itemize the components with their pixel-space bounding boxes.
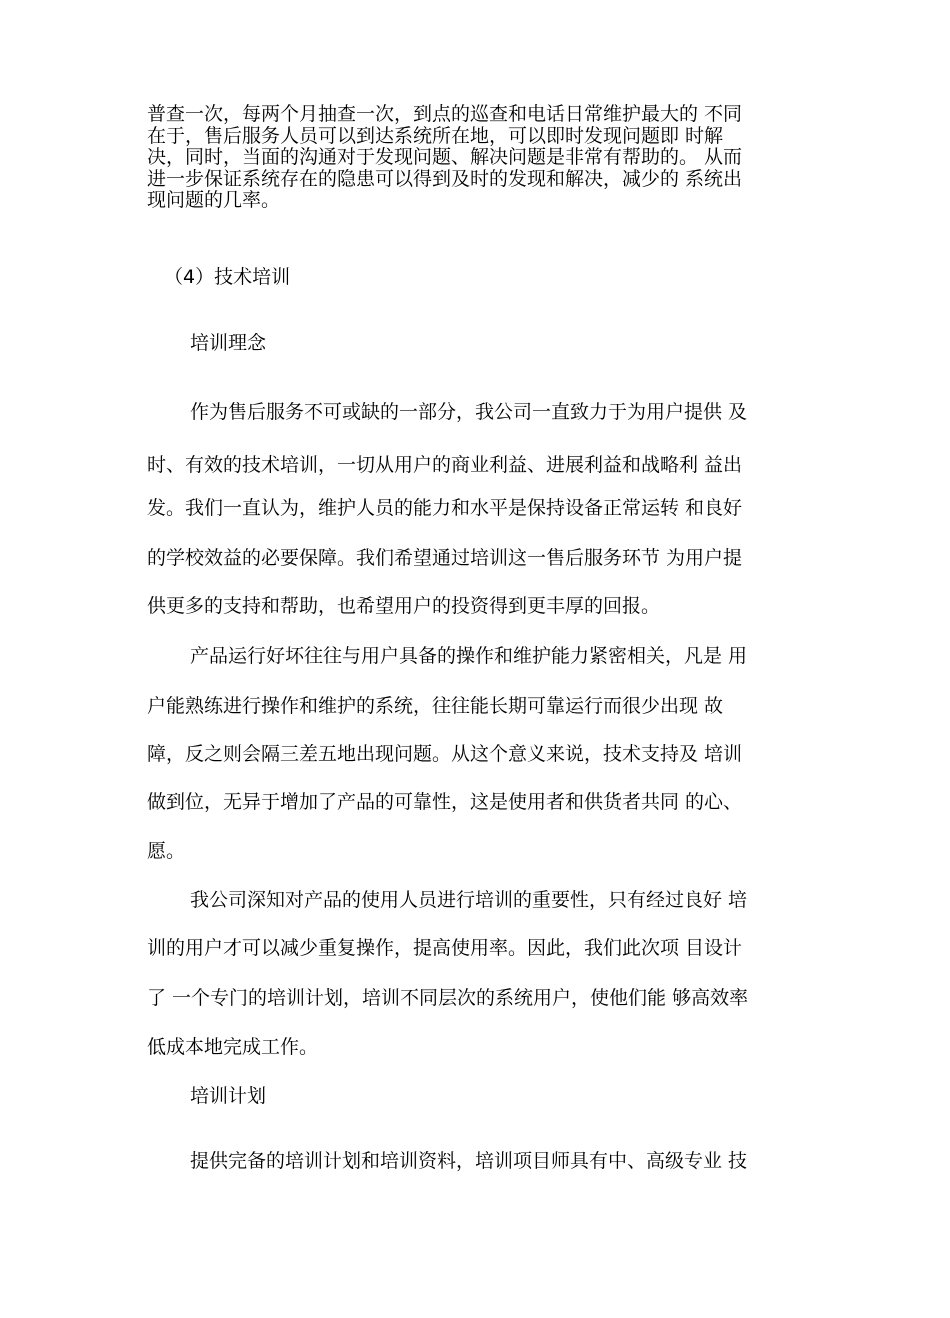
paragraph-line: 训的用户才可以减少重复操作，提高使用率。因此，我们此次项 目设计	[147, 937, 743, 959]
paragraph-line: 愿。	[147, 840, 186, 862]
paragraph-line: 产品运行好坏往往与用户具备的操作和维护能力紧密相关，凡是 用	[190, 645, 748, 667]
intro-paragraph	[147, 104, 827, 212]
paragraph-line: 作为售后服务不可或缺的一部分，我公司一直致力于为用户提供 及	[190, 401, 748, 423]
intro-line: 进一步保证系统存在的隐患可以得到及时的发现和解决，减少的 系统出	[147, 168, 743, 190]
paragraph-line: 提供完备的培训计划和培训资料，培训项目师具有中、高级专业 技	[190, 1150, 748, 1172]
paragraph-line: 发。我们一直认为，维护人员的能力和水平是保持设备正常运转 和良好	[147, 497, 743, 519]
paragraph-line: 了 一个专门的培训计划，培训不同层次的系统用户，使他们能 够高效率	[147, 987, 749, 1009]
subheading-training-plan: 培训计划	[190, 1085, 267, 1107]
paragraph-line: 的学校效益的必要保障。我们希望通过培训这一售后服务环节 为用户提	[147, 547, 743, 569]
intro-line: 决，同时，当面的沟通对于发现问题、解决问题是非常有帮助的。 从而	[147, 147, 743, 168]
paragraph-line: 做到位，无异于增加了产品的可靠性，这是使用者和供货者共同 的心、	[147, 791, 743, 813]
paragraph-line: 我公司深知对产品的使用人员进行培训的重要性，只有经过良好 培	[190, 889, 748, 911]
section-heading: （4）技术培训	[164, 266, 291, 288]
paragraph-line: 供更多的支持和帮助，也希望用户的投资得到更丰厚的回报。	[147, 595, 661, 617]
paragraph-line: 低成本地完成工作。	[147, 1036, 319, 1058]
paragraph-line: 时、有效的技术培训，一切从用户的商业利益、进展利益和战略利 益出	[147, 454, 743, 476]
subheading-training-philosophy: 培训理念	[190, 332, 267, 354]
intro-line: 现问题的几率。	[147, 190, 281, 211]
intro-line: 在于，售后服务人员可以到达系统所在地，可以即时发现问题即 时解	[147, 125, 724, 147]
paragraph-line: 户能熟练进行操作和维护的系统，往往能长期可靠运行而很少出现 故	[147, 695, 724, 717]
intro-line: 普查一次，每两个月抽查一次，到点的巡查和电话日常维护最大的 不同	[147, 104, 743, 125]
paragraph-line: 障，反之则会隔三差五地出现问题。从这个意义来说，技术支持及 培训	[147, 743, 743, 765]
